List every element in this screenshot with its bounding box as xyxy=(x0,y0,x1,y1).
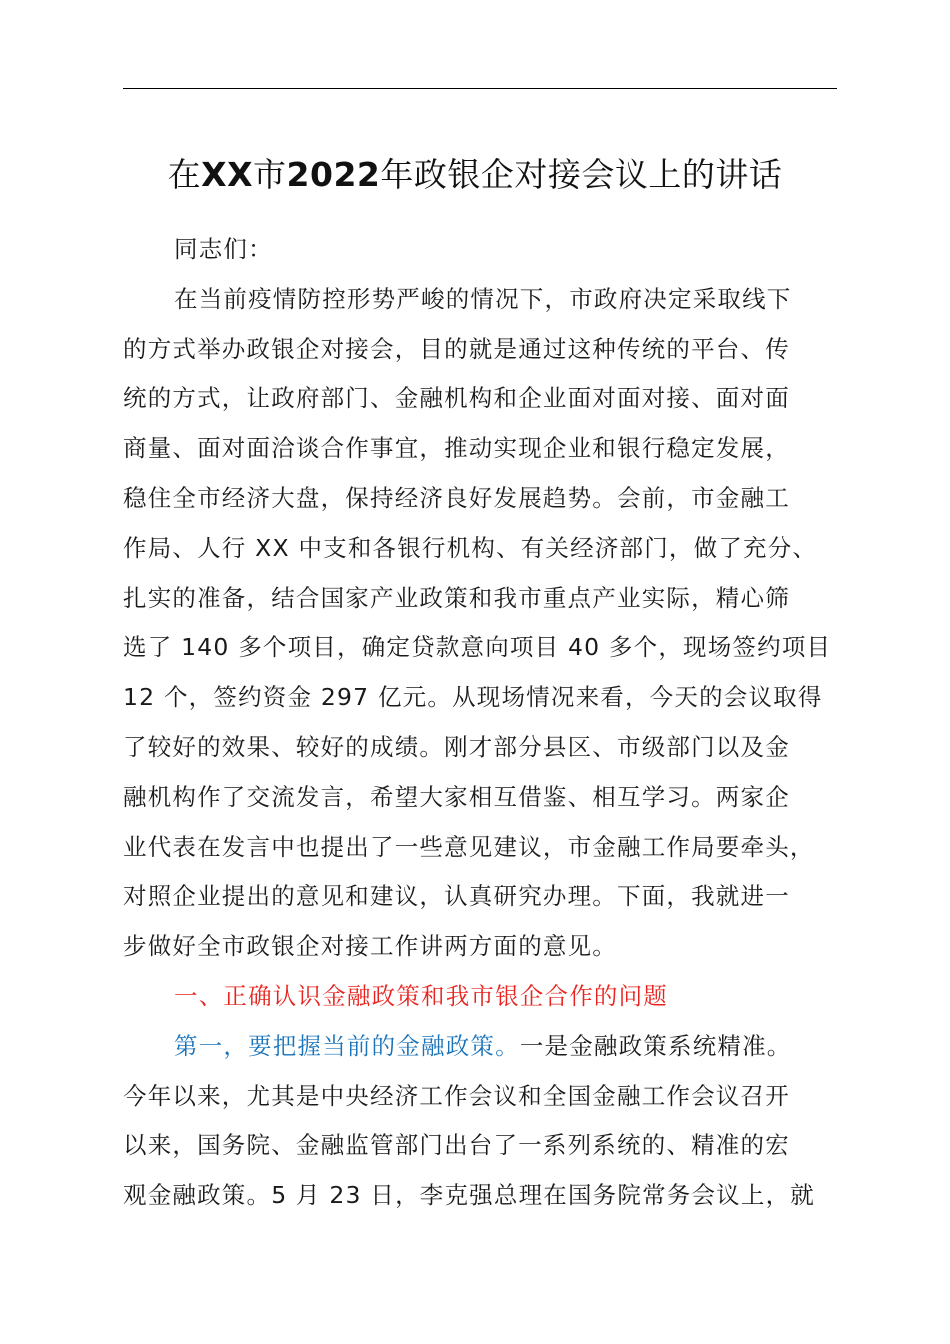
title-part-1: 在 xyxy=(167,155,202,194)
paragraph-line: 在当前疫情防控形势严峻的情况下，市政府决定采取线下 xyxy=(174,284,792,313)
paragraph-line: 12 个，签约资金 297 亿元。从现场情况来看，今天的会议取得 xyxy=(123,683,823,712)
paragraph-line: 对照企业提出的意见和建议，认真研究办理。下面，我就进一 xyxy=(123,882,790,911)
paragraph-line: 稳住全市经济大盘，保持经济良好发展趋势。会前，市金融工 xyxy=(123,483,790,512)
paragraph-line: 融机构作了交流发言，希望大家相互借鉴、相互学习。两家企 xyxy=(123,782,790,811)
paragraph-1 xyxy=(123,275,883,972)
paragraph-line: 了较好的效果、较好的成绩。刚才部分县区、市级部门以及金 xyxy=(123,732,790,761)
paragraph-line: 商量、面对面洽谈合作事宜，推动实现企业和银行稳定发展， xyxy=(123,434,790,463)
point-1-first-line-rest: 一是金融政策系统精准。 xyxy=(519,1031,792,1060)
point-1-paragraph xyxy=(123,1022,883,1221)
paragraph-line: 作局、人行 XX 中支和各银行机构、有关经济部门，做了充分、 xyxy=(123,533,818,562)
point-1-first-line xyxy=(123,1022,883,1072)
document-title xyxy=(0,148,950,202)
title-part-5: 年政银企对接会议上的讲话 xyxy=(380,155,783,194)
paragraph-line: 业代表在发言中也提出了一些意见建议，市金融工作局要牵头， xyxy=(123,832,815,861)
paragraph-line: 步做好全市政银企对接工作讲两方面的意见。 xyxy=(123,932,617,961)
paragraph-line: 的方式举办政银企对接会，目的就是通过这种传统的平台、传 xyxy=(123,334,790,363)
header-rule xyxy=(123,88,837,89)
title-part-3: 市 xyxy=(253,155,287,194)
document-body xyxy=(123,225,883,1221)
section-heading-1: 一、正确认识金融政策和我市银企合作的问题 xyxy=(174,981,668,1010)
title-part-2: XX xyxy=(201,155,254,194)
paragraph-line: 统的方式，让政府部门、金融机构和企业面对面对接、面对面 xyxy=(123,384,790,413)
paragraph-line: 以来，国务院、金融监管部门出台了一系列系统的、精准的宏 xyxy=(123,1131,790,1160)
salutation: 同志们： xyxy=(174,235,273,263)
paragraph-line: 观金融政策。5 月 23 日，李克强总理在国务院常务会议上，就 xyxy=(123,1181,815,1210)
point-1-heading: 第一，要把握当前的金融政策。 xyxy=(174,1031,520,1060)
paragraph-line: 今年以来，尤其是中央经济工作会议和全国金融工作会议召开 xyxy=(123,1081,790,1110)
paragraph-line: 扎实的准备，结合国家产业政策和我市重点产业实际，精心筛 xyxy=(123,583,790,612)
paragraph-line: 选了 140 多个项目，确定贷款意向项目 40 多个，现场签约项目 xyxy=(123,633,832,662)
title-part-4: 2022 xyxy=(286,155,381,194)
